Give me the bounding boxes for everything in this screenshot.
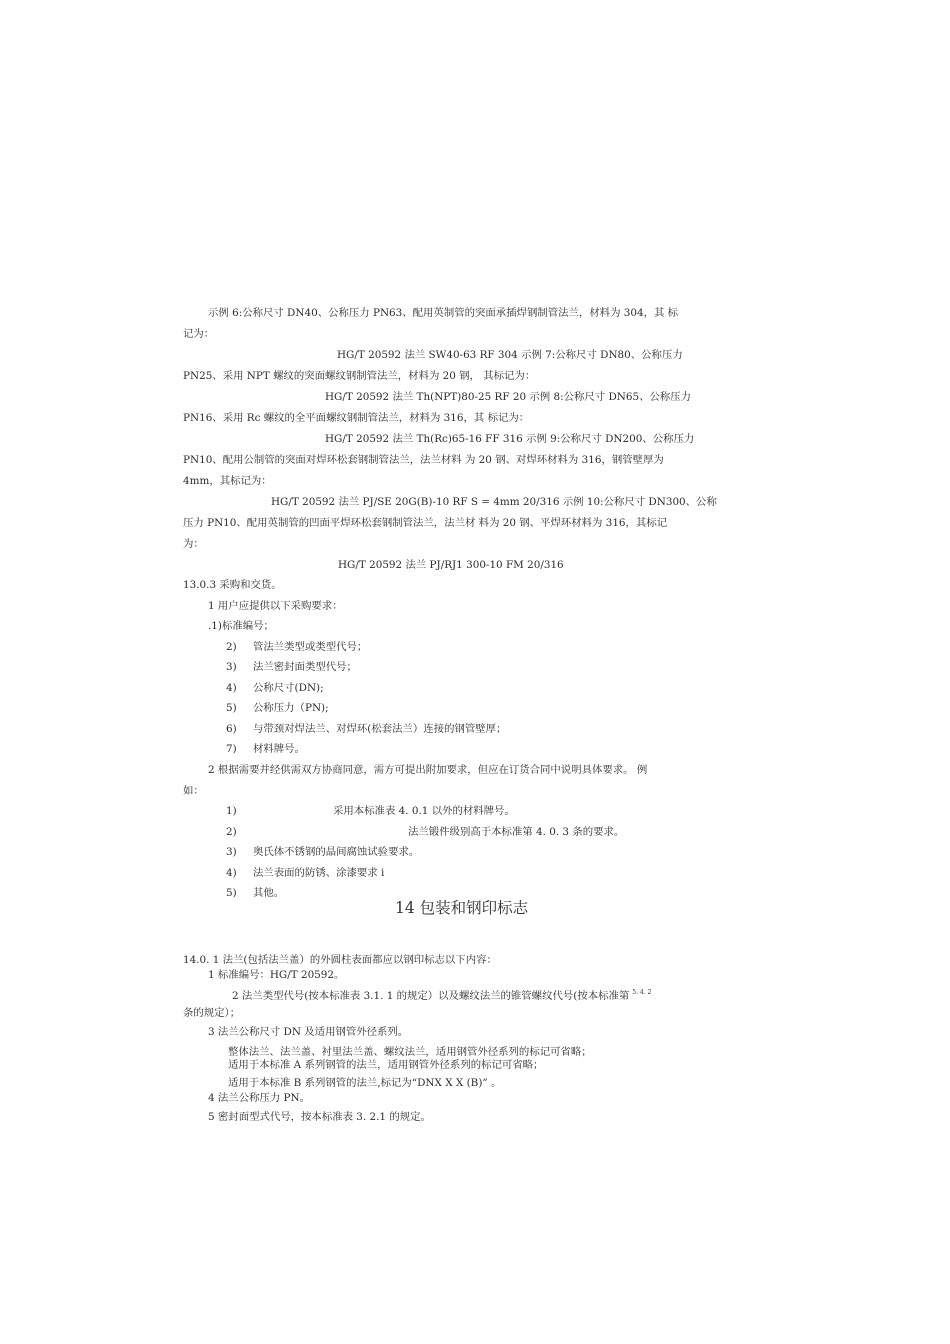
extra-text: 法兰锻件级别高于本标准第 4. 0. 3 条的要求。 [408,826,625,838]
note-line-1: 整体法兰、法兰盖、衬里法兰盖、螺纹法兰，适用钢管外径系列的标记可省略； [228,1046,592,1058]
mark-item-3: 3 法兰公称尺寸 DN 及适用钢管外径系列。 [208,1026,409,1038]
example8-mark: HG/T 20592 法兰 Th(Rc)65-16 FF 316 示例 9:公称尺寸 DN200、公称压力 [325,433,695,445]
example6-line1: 示例 6:公称尺寸 DN40、公称压力 PN63、配用英制管的突面承插焊钢制管法兰，材料为 304，其 标 [208,307,679,319]
extra-text: 奥氏体不锈钢的晶间腐蚀试验要求。 [253,846,420,858]
requirement-item-2-line2: 如： [183,785,204,797]
subitem-num: 7) [226,743,237,755]
extra-num: 3) [226,846,237,858]
clause-ref-superscript: 5. 4. 2 [632,989,652,996]
example9-line1: PN10、配用公制管的突面对焊环松套钢制管法兰，法兰材料 为 20 钢、对焊环材料为 316，钢管壁厚为 [183,454,664,466]
extra-text: 其他。 [253,887,285,899]
subitem-num: 4) [226,682,237,694]
note-line-3: 适用于本标准 B 系列钢管的法兰,标记为“DNX X X (B)” 。 [228,1077,502,1089]
mark-item-2-line2: 条的规定）； [183,1007,241,1019]
subitem-text: 法兰密封面类型代号； [253,661,357,673]
example7-line1: PN25、采用 NPT 螺纹的突面螺纹钢制管法兰，材料为 20 钢， 其标记为： [183,370,536,382]
subitem-text: 公称压力（PN); [253,702,329,714]
example9-line2: 4mm，其标记为： [183,475,272,487]
subitem-num: 5) [226,702,237,714]
subitem-text: 与带颈对焊法兰、对焊环(松套法兰）连接的钢管壁厚； [253,723,507,735]
subitem-num: 2) [226,641,237,653]
extra-text: 法兰表面的防锈、涂漆要求 i [253,867,385,879]
mark-item-1: 1 标准编号：HG/T 20592。 [208,969,345,981]
example10-mark: HG/T 20592 法兰 PJ/RJ1 300-10 FM 20/316 [338,559,564,571]
example10-line2: 为： [183,538,204,550]
example6-mark: HG/T 20592 法兰 SW40-63 RF 304 示例 7:公称尺寸 DN80、公称压力 [337,349,683,361]
example10-line1: 压力 PN10、配用英制管的凹面平焊环松套钢制管法兰，法兰材 料为 20 钢、平焊环材料为 316，其标记 [183,517,668,529]
clause-14-0-1: 14.0. 1 法兰(包括法兰盖）的外圆柱表面都应以钢印标志以下内容： [183,954,497,966]
example8-line1: PN16、采用 Rc 螺纹的全平面螺纹钢制管法兰，材料为 316，其 标记为： [183,412,530,424]
subitem-text: 材料牌号。 [253,743,305,755]
requirement-item-1: 1 用户应提供以下采购要求： [208,600,343,612]
mark-item-4: 4 法兰公称压力 PN。 [208,1092,311,1104]
example6-line2: 记为： [183,328,215,340]
requirement-item-2-line1: 2 根据需要并经供需双方协商同意，需方可提出附加要求，但应在订货合同中说明具体要求。 例 [208,764,648,776]
section-13-0-3-title: 13.0.3 采购和交货。 [183,579,282,591]
subitem-num: 6) [226,723,237,735]
example7-mark: HG/T 20592 法兰 Th(NPT)80-25 RF 20 示例 8:公称尺寸 DN65、公称压力 [325,391,692,403]
extra-num: 4) [226,867,237,879]
subitem-1: .1)标准编号； [208,620,274,632]
subitem-num: 3) [226,661,237,673]
note-line-2: 适用于本标准 A 系列钢管的法兰，适用钢管外径系列的标记可省略； [228,1059,544,1071]
extra-num: 2) [226,826,237,838]
chapter-14-heading: 14 包装和钢印标志 [395,899,529,917]
example9-mark: HG/T 20592 法兰 PJ/SE 20G(B)-10 RF S = 4mm 20/316 示例 10:公称尺寸 DN300、公称 [271,496,717,508]
extra-num: 1) [226,805,237,817]
extra-num: 5) [226,887,237,899]
subitem-text: 管法兰类型或类型代号； [253,641,368,653]
subitem-text: 公称尺寸(DN); [253,682,324,694]
mark-item-5: 5 密封面型式代号，按本标准表 3. 2.1 的规定。 [208,1111,431,1123]
mark-item-2-line1: 2 法兰类型代号(按本标准表 3.1. 1 的规定）以及螺纹法兰的锥管螺纹代号(按本标准第 $^{5. 4. 2}$ [232,989,652,1002]
extra-text: 采用本标准表 4. 0.1 以外的材料牌号。 [333,805,515,817]
